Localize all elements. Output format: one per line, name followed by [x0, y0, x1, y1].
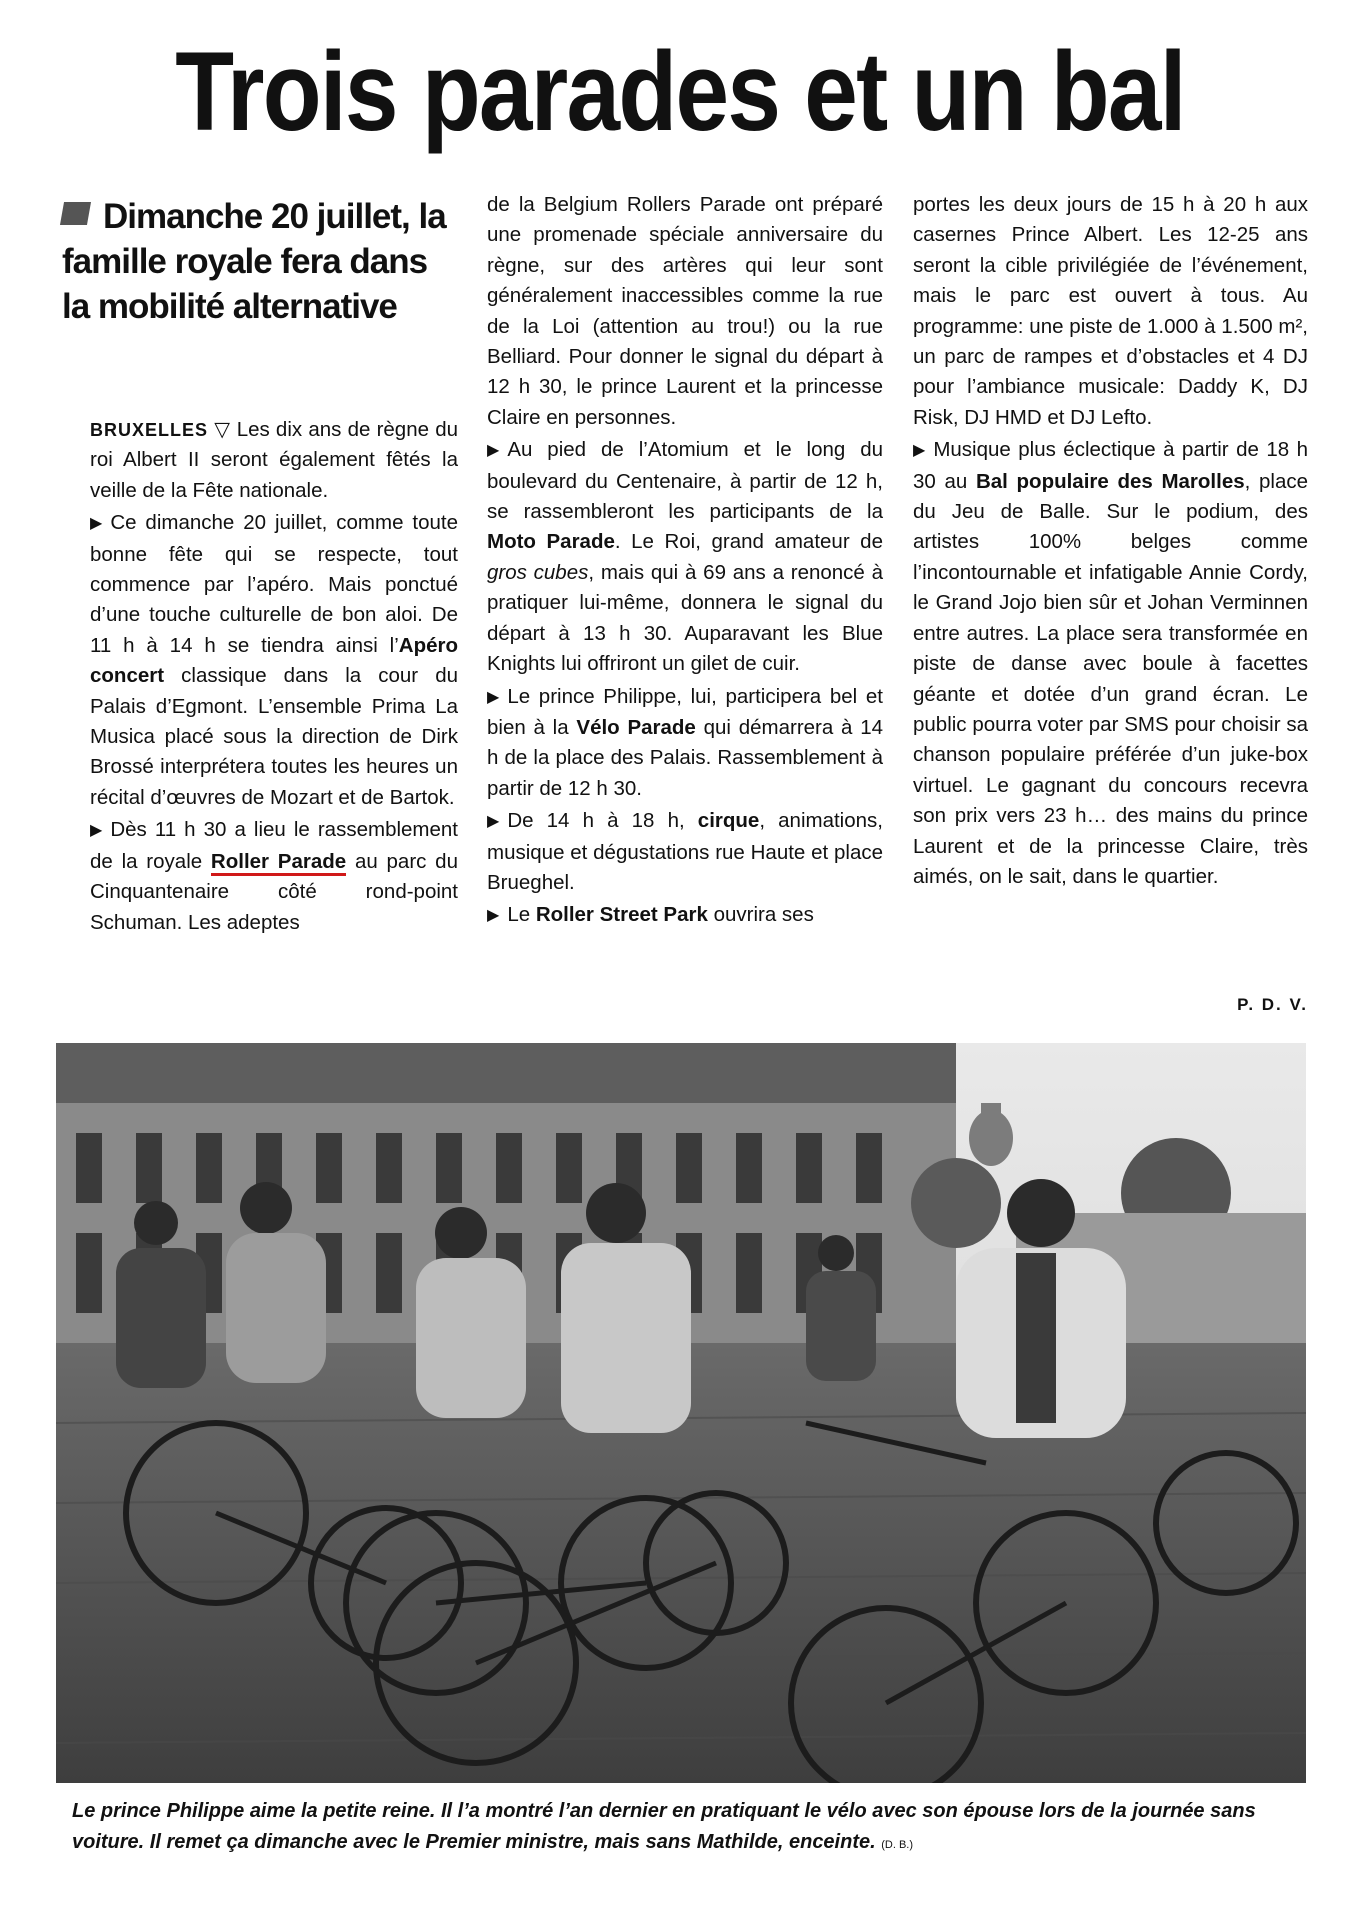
- text: , place du Jeu de Balle. Sur le podium, des artistes 100% belges comme l’incontournable et infatigable Annie Cordy, le Grand Jojo bien sûr et Johan Verminnen entre autres. La place sera transformée en piste de danse avec boule à facettes géante et dotée d’un grand écran. Le public pourra voter par SMS pour choisir sa chanson populaire préférée d’un juke-box virtuel. Le gagnant du concours recevra son prix vers 23 h… des mains du prince Laurent et de la princesse Claire, très aimés, on le sait, dans le quartier.: [913, 469, 1308, 888]
- text: Le: [507, 903, 536, 927]
- text: Au pied de l’Atomium et le long du boulevard du Centenaire, à partir de 12 h, se rassembleront les participants de la: [487, 438, 883, 524]
- paragraph-bal: [913, 435, 1308, 892]
- bold-roller-street-park: Roller Street Park: [535, 903, 708, 927]
- text: Le prince Philippe, lui, participera bel et bien à la: [487, 684, 883, 739]
- paragraph-roller: [90, 815, 458, 938]
- author-signature: P. D. V.: [1237, 995, 1308, 1014]
- paragraph-street-park: [487, 900, 883, 931]
- photo-caption: [72, 1796, 1312, 1861]
- paragraph-velo: [487, 682, 883, 805]
- deck: [62, 194, 452, 329]
- bold-cirque: cirque: [697, 809, 760, 833]
- text: de la Belgium Rollers Parade ont préparé une promenade spéciale anniversaire du règne, sur des artères qui leur sont généralement inaccessibles comme la rue de la Loi (attention au trou!) ou la rue Belliard. Pour donner le signal du départ à 12 h 30, le prince Laurent et la princesse Claire en personnes.: [487, 193, 883, 429]
- column-3: [913, 190, 1308, 894]
- headline: Trois parades et un bal: [175, 29, 1185, 154]
- triangle-right-icon: ▶: [90, 822, 103, 840]
- text: classique dans la cour du Palais d’Egmont. L’ensemble Prima La Musica placé sous la direction de Dirk Brossé interprétera toutes les heures un récital d’œuvres de Mozart et de Bartok.: [90, 664, 458, 809]
- square-bullet-icon: [60, 202, 91, 225]
- news-photo: [56, 1043, 1306, 1783]
- column-1: [90, 415, 458, 940]
- text: au parc du Cinquantenaire côté rond-point Schuman. Les adeptes: [90, 849, 458, 934]
- triangle-right-icon: ▶: [487, 442, 500, 460]
- dateline-city: BRUXELLES: [90, 420, 209, 440]
- photo-credit: (D. B.): [881, 1839, 914, 1851]
- bold-bal-populaire: Bal populaire des Marolles: [975, 469, 1245, 493]
- triangle-right-icon: ▶: [913, 442, 926, 460]
- text: portes les deux jours de 15 h à 20 h aux casernes Prince Albert. Les 12-25 ans seront la cible privilégiée de l’événement, mais le parc est ouvert à tous. Au programme: une piste de 1.000 à 1.500 m², un parc de rampes et d’obstacles et 4 DJ pour l’ambiance musicale: Daddy K, DJ Risk, DJ HMD et DJ Lefto.: [913, 193, 1308, 429]
- paragraph-moto: [487, 435, 883, 679]
- triangle-right-icon: ▶: [487, 907, 500, 925]
- bold-apero-concert: Apéro concert: [90, 633, 458, 688]
- text: . Le Roi, grand amateur de: [614, 530, 883, 554]
- intro-text: Les dix ans de règne du roi Albert II seront également fêtés la veille de la Fête nationale.: [90, 418, 459, 502]
- triangle-down-icon: ▽: [214, 418, 231, 441]
- triangle-right-icon: ▶: [487, 813, 500, 831]
- column-2: [487, 190, 883, 934]
- paragraph-apero: [90, 508, 458, 813]
- text: , mais qui à 69 ans a renoncé à pratiquer lui-même, donnera le signal du départ à 13 h 30. Auparavant les Blue Knights lui offriront un gilet de cuir.: [487, 560, 883, 676]
- deck-text: Dimanche 20 juillet, la famille royale fera dans la mobilité alternative: [62, 197, 446, 326]
- caption-text: Le prince Philippe aime la petite reine. Il l’a montré l’an dernier en pratiquant le vélo avec son épouse lors de la journée sans voiture. Il remet ça dimanche avec le Premier ministre, mais sans Mathilde, enceinte.: [72, 1800, 1256, 1853]
- text: , animations, musique et dégustations rue Haute et place Brueghel.: [487, 809, 883, 894]
- paragraph-cirque: [487, 806, 883, 898]
- bold-moto-parade: Moto Parade: [487, 530, 615, 554]
- paragraph-portes: [913, 190, 1308, 433]
- text: Ce dimanche 20 juillet, comme toute bonne fête qui se respecte, tout commence par l’apéro. Mais ponctué d’une touche culturelle de bon aloi. De 11 h à 14 h se tiendra ainsi l’: [90, 511, 458, 657]
- photo-illustration: [56, 1043, 1306, 1783]
- text: De 14 h à 18 h,: [507, 809, 698, 833]
- text: qui démarrera à 14 h de la place des Palais. Rassemblement à partir de 12 h 30.: [487, 715, 884, 800]
- triangle-right-icon: ▶: [487, 688, 500, 706]
- italic-gros-cubes: gros cubes: [487, 560, 589, 584]
- text: Dès 11 h 30 a lieu le rassemblement de la royale: [90, 818, 458, 873]
- text: ouvrira ses: [707, 903, 814, 927]
- triangle-right-icon: ▶: [90, 515, 103, 533]
- bold-velo-parade: Vélo Parade: [576, 715, 696, 739]
- paragraph-intro: [90, 415, 458, 506]
- bold-roller-parade: Roller Parade: [211, 850, 346, 876]
- paragraph-rollers: [487, 190, 883, 433]
- text: Musique plus éclectique à partir de 18 h 30 au: [913, 438, 1308, 493]
